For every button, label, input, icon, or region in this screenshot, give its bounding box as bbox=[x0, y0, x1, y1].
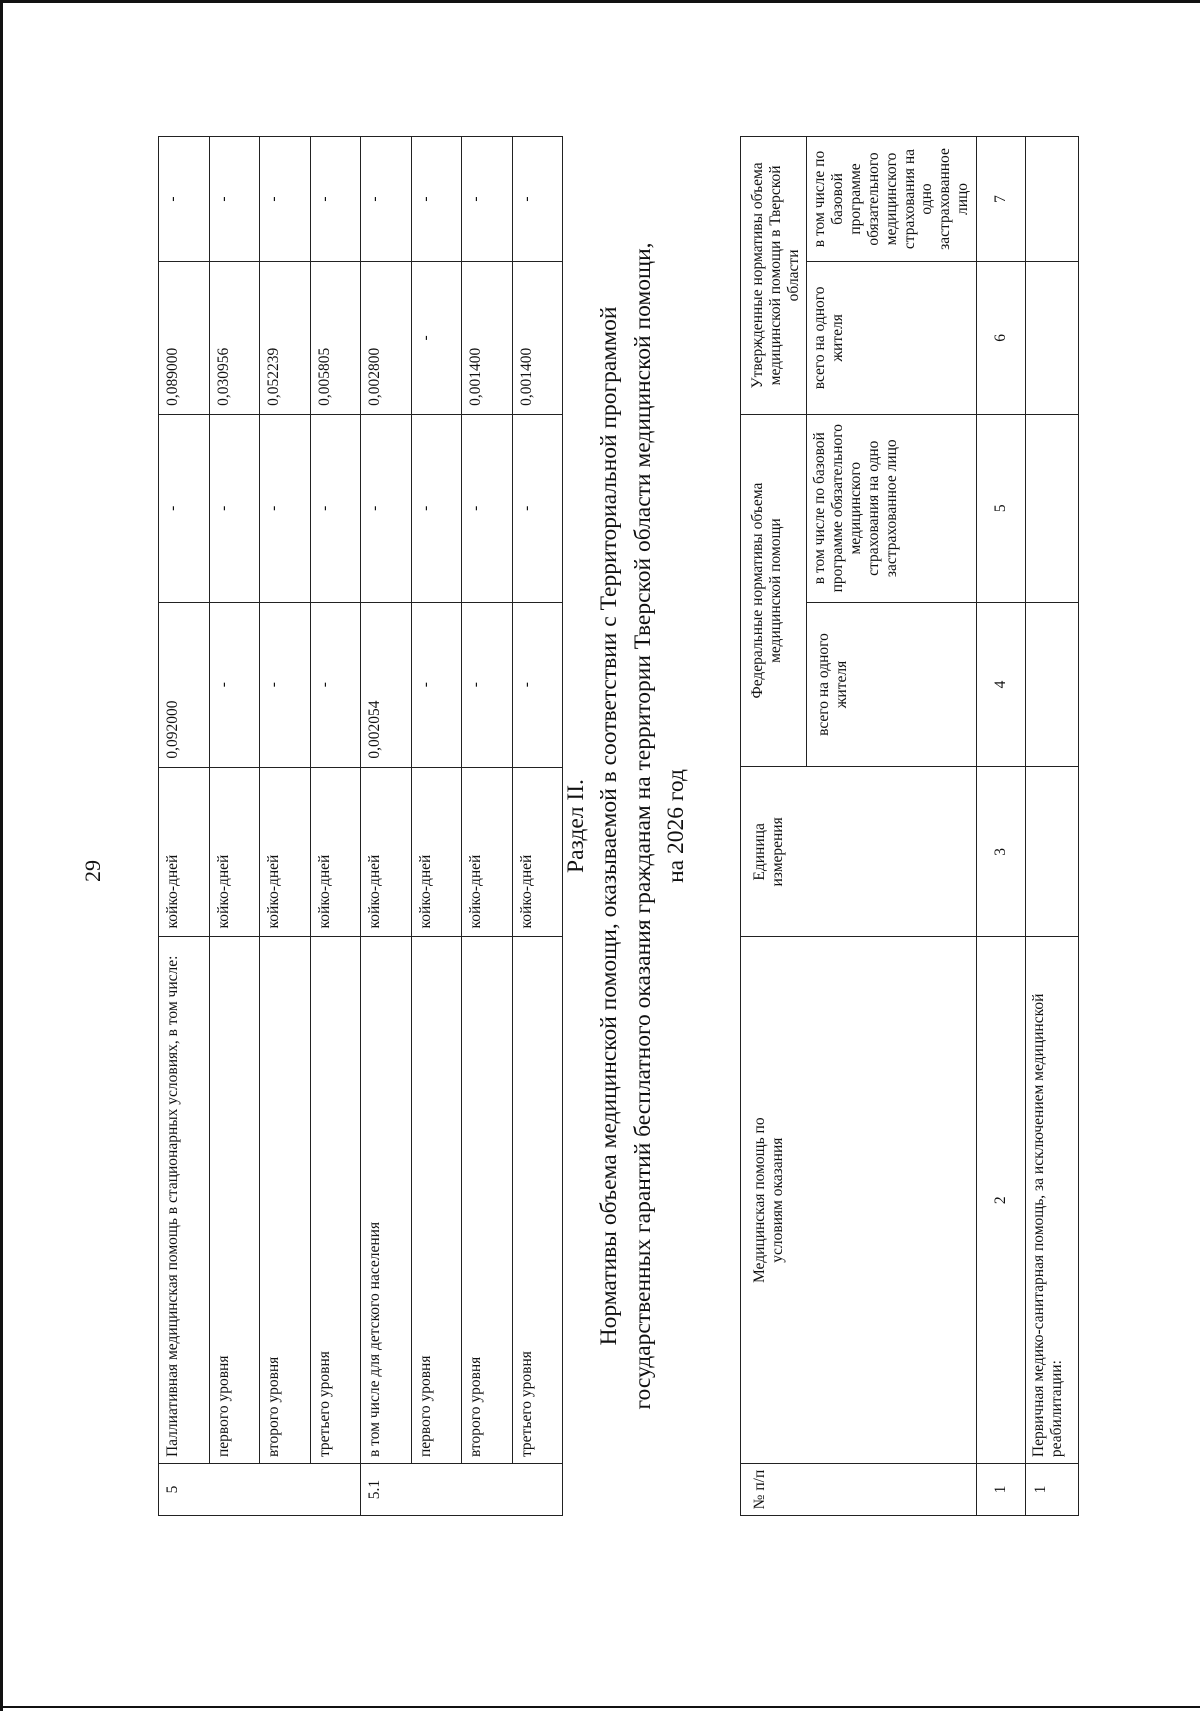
header-care: Медицинская помощь по условиям оказания bbox=[741, 937, 977, 1464]
header-unit: Единица измерения bbox=[741, 767, 977, 937]
unit: койко-дней bbox=[462, 767, 513, 937]
federal-all: 0,092000 bbox=[159, 602, 210, 767]
federal-all: - bbox=[512, 602, 563, 767]
unit: койко-дней bbox=[361, 767, 412, 937]
care-type: второго уровня bbox=[462, 937, 513, 1464]
header-row bbox=[741, 137, 807, 1516]
care-type: третьего уровня bbox=[512, 937, 563, 1464]
header-federal-oms: в том числе по базовой программе обязательного медицинского страхования на одно застрахованное лицо bbox=[807, 414, 976, 602]
norms-table-bottom bbox=[740, 136, 1079, 1516]
col-number: 4 bbox=[976, 602, 1025, 767]
section-title: Раздел II. bbox=[563, 779, 589, 873]
col-number: 7 bbox=[976, 137, 1025, 262]
care-type: первого уровня bbox=[209, 937, 260, 1464]
approved-oms: - bbox=[310, 137, 361, 262]
row-number: 5.1 bbox=[361, 1464, 563, 1516]
approved-all: - bbox=[411, 261, 462, 414]
header-federal-all: всего на одного жителя bbox=[807, 602, 976, 767]
section-heading bbox=[560, 131, 693, 1521]
federal-oms: - bbox=[159, 414, 210, 602]
unit: койко-дней bbox=[209, 767, 260, 937]
care-type: Паллиативная медицинская помощь в стационарных условиях, в том числе: bbox=[159, 937, 210, 1464]
unit: койко-дней bbox=[159, 767, 210, 937]
unit: койко-дней bbox=[512, 767, 563, 937]
federal-oms: - bbox=[310, 414, 361, 602]
header-num: № п/п bbox=[741, 1464, 977, 1516]
norms-table-top bbox=[158, 136, 563, 1516]
federal-all: - bbox=[310, 602, 361, 767]
federal-oms: - bbox=[209, 414, 260, 602]
col-number: 5 bbox=[976, 414, 1025, 602]
federal-oms: - bbox=[260, 414, 311, 602]
approved-all: 0,052239 bbox=[260, 261, 311, 414]
col-number: 6 bbox=[976, 262, 1025, 415]
approved-oms: - bbox=[462, 137, 513, 262]
approved-all: 0,089000 bbox=[159, 261, 210, 414]
federal-all: - bbox=[411, 602, 462, 767]
unit: койко-дней bbox=[411, 767, 462, 937]
care-type: Первичная медико-санитарная помощь, за исключением медицинской реабилитации: bbox=[1025, 937, 1078, 1464]
approved-oms: - bbox=[361, 137, 412, 262]
section-line-1: Нормативы объема медицинской помощи, оказываемой в соответствии с Территориальной программой bbox=[596, 306, 623, 1346]
table-row bbox=[260, 137, 311, 1516]
federal-oms: - bbox=[462, 414, 513, 602]
row-number: 5 bbox=[159, 1464, 361, 1516]
approved-oms: - bbox=[209, 137, 260, 262]
approved-all: 0,005805 bbox=[310, 261, 361, 414]
unit: койко-дней bbox=[310, 767, 361, 937]
table-row bbox=[1025, 137, 1078, 1516]
care-type: третьего уровня bbox=[310, 937, 361, 1464]
col-number: 3 bbox=[976, 767, 1025, 937]
header-approved: Утвержденные нормативы объема медицинской помощи в Тверской области bbox=[741, 137, 807, 415]
federal-oms: - bbox=[512, 414, 563, 602]
federal-all: - bbox=[209, 602, 260, 767]
table-row bbox=[512, 137, 563, 1516]
federal-all: - bbox=[260, 602, 311, 767]
federal-oms: - bbox=[411, 414, 462, 602]
care-type: первого уровня bbox=[411, 937, 462, 1464]
unit bbox=[1025, 767, 1078, 937]
col-number: 2 bbox=[976, 937, 1025, 1464]
federal-all bbox=[1025, 602, 1078, 767]
column-number-row bbox=[976, 137, 1025, 1516]
header-federal: Федеральные нормативы объема медицинской помощи bbox=[741, 414, 807, 767]
table-row bbox=[462, 137, 513, 1516]
approved-all: 0,002800 bbox=[361, 261, 412, 414]
federal-oms: - bbox=[361, 414, 412, 602]
table-row bbox=[159, 137, 210, 1516]
table-row bbox=[209, 137, 260, 1516]
federal-oms bbox=[1025, 414, 1078, 602]
approved-oms bbox=[1025, 137, 1078, 262]
approved-all: 0,030956 bbox=[209, 261, 260, 414]
federal-all: 0,002054 bbox=[361, 602, 412, 767]
care-type: в том числе для детского населения bbox=[361, 937, 412, 1464]
approved-all: 0,001400 bbox=[462, 261, 513, 414]
approved-all bbox=[1025, 262, 1078, 415]
approved-oms: - bbox=[260, 137, 311, 262]
row-number: 1 bbox=[1025, 1464, 1078, 1516]
care-type: второго уровня bbox=[260, 937, 311, 1464]
approved-oms: - bbox=[159, 137, 210, 262]
section-line-2: государственных гарантий бесплатного оказания гражданам на территории Тверской области медицинской помощи, bbox=[629, 242, 656, 1410]
col-number: 1 bbox=[976, 1464, 1025, 1516]
unit: койко-дней bbox=[260, 767, 311, 937]
federal-all: - bbox=[462, 602, 513, 767]
table-row bbox=[411, 137, 462, 1516]
header-approved-oms: в том числе по базовой программе обязательного медицинского страхования на одно застрахованное лицо bbox=[807, 137, 976, 262]
approved-oms: - bbox=[512, 137, 563, 262]
table-row bbox=[361, 137, 412, 1516]
page-number: 29 bbox=[80, 860, 105, 882]
table-row bbox=[310, 137, 361, 1516]
header-approved-all: всего на одного жителя bbox=[807, 262, 976, 415]
approved-all: 0,001400 bbox=[512, 261, 563, 414]
section-line-3: на 2026 год bbox=[663, 769, 690, 883]
approved-oms: - bbox=[411, 137, 462, 262]
